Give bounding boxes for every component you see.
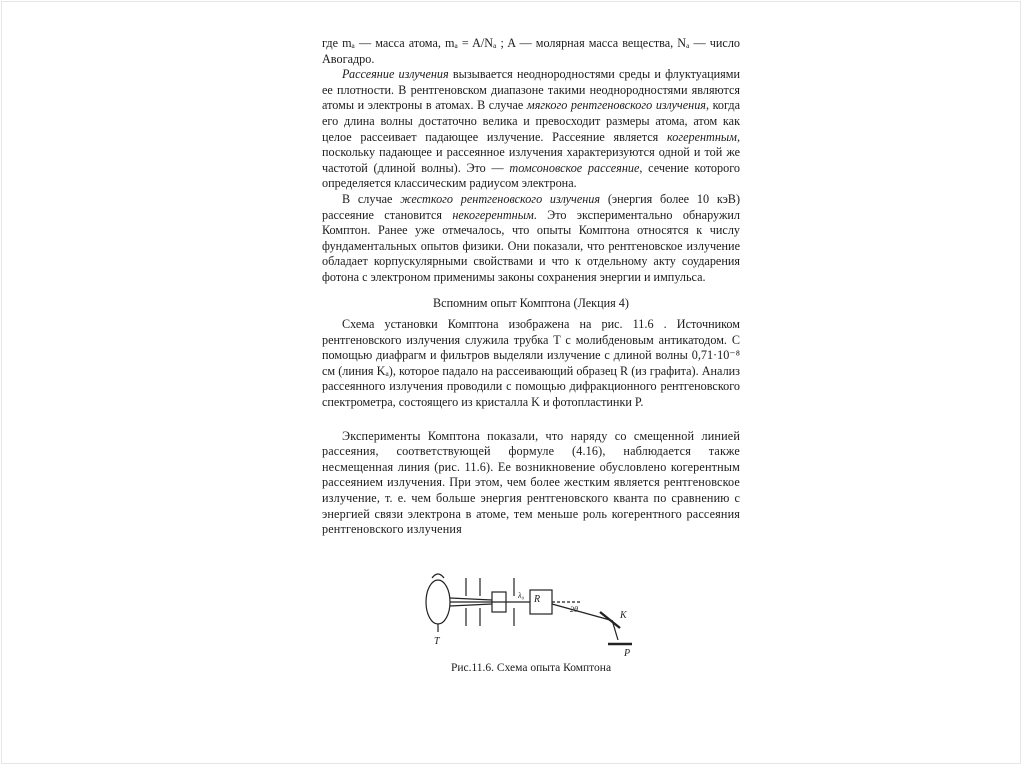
label-K: K <box>620 610 627 621</box>
paragraph-compton-results: Эксперименты Комптона показали, что наряду со смещенной линией рассеяния, соответствующей формуле (4.16), наблюдается также несмещенная линия (рис. 11.6). Ее возникновение обусловлено когерентным рассеянием излучения. При этом, чем более жестким является рентгеновское излучение, т. е. чем больше энергия рентгеновского кванта по сравнению с энергией связи электрона в атоме, тем меньше роль когерентного рассеяния рентгеновского излучения <box>322 428 740 537</box>
text-run: , когда его длина волны достаточно велика и превосходит размеры атома, атом как целое рассеивает падающее излучение. Рассеяние является <box>322 98 740 144</box>
term-thomson: томсоновское рассеяние <box>509 160 640 175</box>
text-run: , поскольку падающее и рассеянное излучения характеризуются одной и той же частотой (длиной волны). Это — <box>322 129 740 175</box>
compton-diagram <box>420 568 650 658</box>
label-lambda: λ₀ <box>518 591 525 600</box>
term-soft-xray: мягкого рентгеновского излучения <box>526 98 706 113</box>
term-coherent: когерентным <box>667 129 737 144</box>
label-P: P <box>624 648 631 658</box>
crystal <box>600 612 620 628</box>
label-T: T <box>434 636 440 647</box>
text-run: вызывается неоднородностями среды и флуктуациями ее плотности. В рентгеновском диапазоне такими неоднородностями являются атомы и электроны в атомах. В случае <box>322 67 741 113</box>
term-hard-xray: жесткого рентгеновского излучения <box>400 191 601 206</box>
text-run: (энергия более 10 кэВ) рассеяние становится <box>322 191 740 222</box>
figure-caption: Рис.11.6. Схема опыта Комптона <box>450 662 612 674</box>
term-scattering: Рассеяние излучения <box>342 67 449 82</box>
document-page <box>322 36 740 538</box>
paragraph-scattering <box>322 67 740 192</box>
paragraph-compton-setup: Схема установки Комптона изображена на рис. 11.6 . Источником рентгеновского излучения служила трубка T с молибденовым антикатодом. С помощью диафрагм и фильтров выделяли излучение с длиной волны 0,71·10⁻⁸ см (линия Kₐ), которое падало на рассеивающий образец R (из графита). Анализ рассеянного излучения проводили с помощью дифракционного рентгеновского спектрометра, состоящего из кристалла K и фотопластинки P. <box>322 317 740 410</box>
label-theta: 2θ <box>570 605 578 614</box>
label-R: R <box>534 594 541 605</box>
paragraph-atom-mass: где mₐ — масса атома, mₐ = A/Nₐ ; A — молярная масса вещества, Nₐ — число Авогадро. <box>322 36 740 66</box>
text-run: , сечение которого определяется классическим радиусом электрона. <box>322 160 741 191</box>
compton-diagram-svg <box>420 568 650 658</box>
text-run: В случае <box>342 191 401 206</box>
tube-top <box>432 574 444 578</box>
paragraph-hard-xray <box>322 192 740 286</box>
section-heading: Вспомним опыт Комптона (Лекция 4) <box>433 295 629 310</box>
term-incoherent: некогерентным <box>452 207 534 222</box>
text-run: . Это экспериментально обнаружил Комптон. Ранее уже отмечалось, что опыты Комптона относятся к числу фундаментальных опытов физики. Они показали, что рентгеновское излучение обладает корпускулярными свойствами и что к отдельному акту соударения фотона с электроном применимы законы сохранения энергии и импульса. <box>322 207 740 284</box>
xray-tube <box>426 580 450 624</box>
